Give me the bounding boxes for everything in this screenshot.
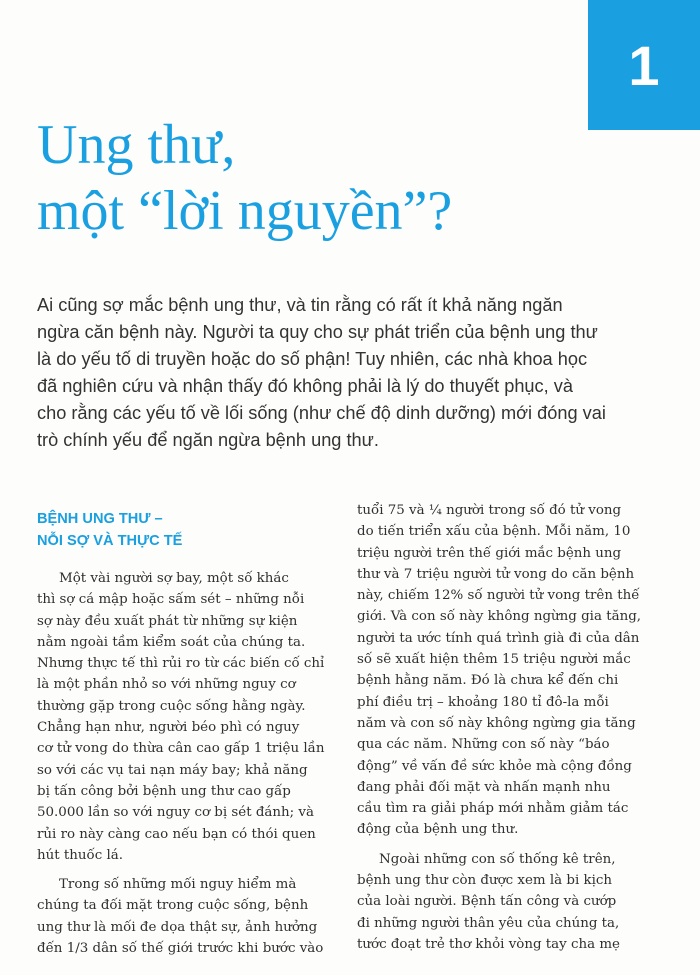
body-line: người ta ước tính quá trình già đi của dân	[357, 630, 640, 646]
body-paragraph	[37, 568, 345, 866]
chapter-title	[37, 112, 597, 244]
body-line: tuổi 75 và ¼ người trong số đó tử vong	[357, 503, 622, 518]
section-heading-line: NỖI SỢ VÀ THỰC TẾ	[37, 533, 183, 549]
intro-line: là do yếu tố di truyền hoặc do số phận! Tuy nhiên, các nhà khoa học	[37, 349, 588, 369]
body-line: Một vài người sợ bay, một số khác	[59, 571, 289, 586]
body-line: thư và 7 triệu người tử vong do căn bệnh	[357, 566, 635, 582]
intro-line: trò chính yếu để ngăn ngừa bệnh ung thư.	[37, 430, 379, 450]
body-line: Trong số những mối nguy hiểm mà	[59, 877, 297, 893]
body-line: so với các vụ tai nạn máy bay; khả năng	[37, 762, 308, 778]
left-column	[37, 508, 345, 967]
body-line: do tiến triển xấu của bệnh. Mỗi năm, 10	[357, 524, 631, 540]
body-line: giới. Và con số này không ngừng gia tăng,	[357, 609, 642, 625]
body-line: đang phải đối mặt và nhấn mạnh nhu	[357, 779, 611, 795]
intro-line: Ai cũng sợ mắc bệnh ung thư, và tin rằng có rất ít khả năng ngăn	[37, 295, 563, 315]
body-line: chúng ta đối mặt trong cuộc sống, bệnh	[37, 898, 309, 914]
body-line: động của bệnh ung thư.	[357, 822, 519, 838]
intro-line: cho rằng các yếu tố về lối sống (như chế độ dinh dưỡng) mới đóng vai	[37, 403, 606, 423]
body-line: hút thuốc lá.	[37, 847, 123, 863]
body-line: thường gặp trong cuộc sống hằng ngày.	[37, 698, 306, 714]
body-line: Chẳng hạn như, người béo phì có nguy	[37, 720, 300, 736]
intro-paragraph	[37, 292, 665, 454]
intro-line: đã nghiên cứu và nhận thấy đó không phải là lý do thuyết phục, và	[37, 376, 573, 396]
body-line: tước đoạt trẻ thơ khỏi vòng tay cha mẹ	[357, 936, 620, 952]
title-line: Ung thư,	[37, 114, 236, 176]
section-heading-line: BỆNH UNG THƯ –	[37, 511, 163, 527]
chapter-number: 1	[628, 33, 660, 97]
body-line: Nhưng thực tế thì rủi ro từ các biến cố chỉ	[37, 656, 325, 672]
body-line: cầu tìm ra giải pháp mới nhằm giảm tác	[357, 801, 629, 817]
body-line: bệnh ung thư còn được xem là bi kịch	[357, 873, 613, 889]
body-line: thì sợ cá mập hoặc sấm sét – những nỗi	[37, 592, 305, 608]
body-paragraph	[37, 874, 345, 959]
body-line: cơ tử vong do thừa cân cao gấp 1 triệu lần	[37, 741, 325, 757]
body-line: số sẽ xuất hiện thêm 15 triệu người mắc	[357, 652, 631, 668]
body-paragraph	[357, 849, 665, 955]
body-line: phí điều trị – khoảng 180 tỉ đô-la mỗi	[357, 694, 609, 710]
section-heading	[37, 508, 345, 552]
body-line: của loài người. Bệnh tấn công và cướp	[357, 894, 617, 910]
body-line: là một phần nhỏ so với những nguy cơ	[37, 677, 296, 693]
body-line: động” về vấn đề sức khỏe mà cộng đồng	[357, 758, 632, 774]
body-line: 50.000 lần so với nguy cơ bị sét đánh; và	[37, 805, 314, 821]
body-line: ung thư là mối đe dọa thật sự, ảnh hưởng	[37, 919, 318, 935]
title-line: một “lời nguyền”?	[37, 180, 453, 242]
body-line: nằm ngoài tầm kiểm soát của chúng ta.	[37, 634, 306, 650]
body-line: Ngoài những con số thống kê trên,	[379, 851, 616, 867]
body-line: bệnh hằng năm. Đó là chưa kể đến chi	[357, 673, 619, 689]
body-paragraph	[357, 500, 665, 841]
body-line: đến 1/3 dân số thế giới trước khi bước vào	[37, 941, 324, 957]
body-line: này, chiếm 12% số người tử vong trên thế	[357, 588, 640, 604]
body-line: triệu người trên thế giới mắc bệnh ung	[357, 545, 622, 561]
body-line: qua các năm. Những con số này “báo	[357, 737, 610, 753]
body-line: rủi ro này càng cao nếu bạn có thói quen	[37, 826, 316, 842]
body-line: đi những người thân yêu của chúng ta,	[357, 915, 620, 931]
body-line: bị tấn công bởi bệnh ung thư cao gấp	[37, 783, 291, 799]
body-line: sợ này đều xuất phát từ những sự kiện	[37, 613, 298, 629]
chapter-number-box	[588, 0, 700, 130]
body-line: năm và con số này không ngừng gia tăng	[357, 715, 636, 731]
right-column	[357, 500, 665, 963]
intro-line: ngừa căn bệnh này. Người ta quy cho sự phát triển của bệnh ung thư	[37, 322, 598, 342]
